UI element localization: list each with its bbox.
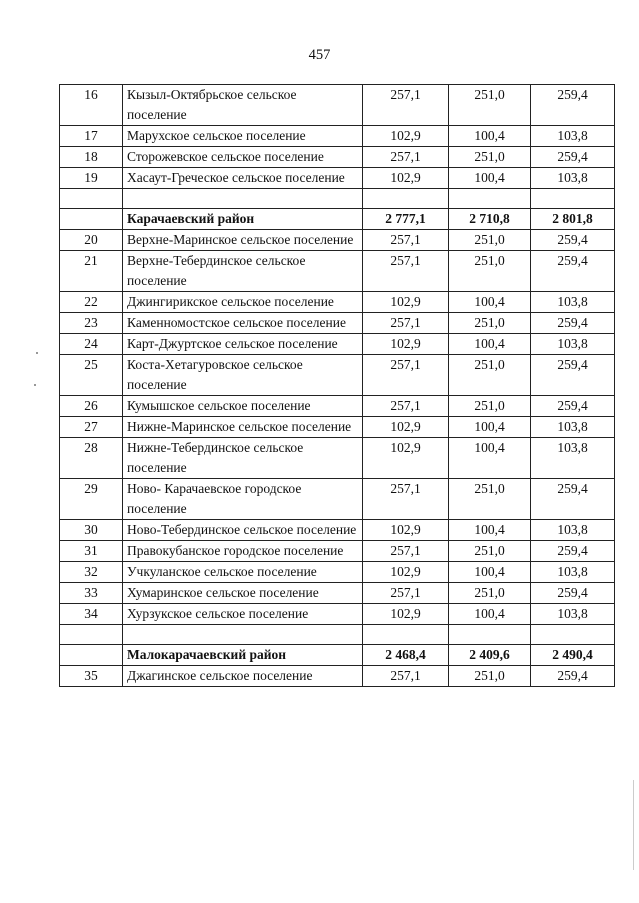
value-cell: 257,1 <box>363 355 449 396</box>
table-row <box>60 85 615 126</box>
value-cell: 251,0 <box>449 541 531 562</box>
value-cell: 251,0 <box>449 355 531 396</box>
table-row <box>60 168 615 189</box>
settlement-name: Коста-Хетагуровское сельское поселение <box>123 355 363 396</box>
value-cell: 102,9 <box>363 292 449 313</box>
row-number: 32 <box>60 562 123 583</box>
value-cell: 259,4 <box>531 147 615 168</box>
empty-cell <box>60 189 123 209</box>
value-cell: 103,8 <box>531 126 615 147</box>
settlement-name: Правокубанское городское поселение <box>123 541 363 562</box>
table-row <box>60 562 615 583</box>
value-cell: 251,0 <box>449 583 531 604</box>
value-cell: 2 490,4 <box>531 645 615 666</box>
settlement-name: Кумышское сельское поселение <box>123 396 363 417</box>
row-number: 26 <box>60 396 123 417</box>
row-number: 21 <box>60 251 123 292</box>
settlement-name: Малокарачаевский район <box>123 645 363 666</box>
value-cell: 100,4 <box>449 604 531 625</box>
row-number: 31 <box>60 541 123 562</box>
value-cell: 103,8 <box>531 438 615 479</box>
settlement-name: Джагинское сельское поселение <box>123 666 363 687</box>
value-cell: 257,1 <box>363 313 449 334</box>
row-number: 25 <box>60 355 123 396</box>
value-cell: 102,9 <box>363 438 449 479</box>
row-number: 30 <box>60 520 123 541</box>
value-cell: 103,8 <box>531 562 615 583</box>
scan-mark <box>633 780 634 870</box>
value-cell: 259,4 <box>531 85 615 126</box>
value-cell: 257,1 <box>363 583 449 604</box>
value-cell: 257,1 <box>363 396 449 417</box>
value-cell: 100,4 <box>449 520 531 541</box>
settlement-name: Верхне-Тебердинское сельское поселение <box>123 251 363 292</box>
value-cell: 257,1 <box>363 230 449 251</box>
table-row <box>60 230 615 251</box>
empty-cell <box>449 189 531 209</box>
district-row <box>60 209 615 230</box>
settlement-name: Хумаринское сельское поселение <box>123 583 363 604</box>
table-row <box>60 334 615 355</box>
value-cell: 259,4 <box>531 251 615 292</box>
value-cell: 259,4 <box>531 479 615 520</box>
table-row <box>60 355 615 396</box>
value-cell: 100,4 <box>449 126 531 147</box>
district-row <box>60 645 615 666</box>
row-number: 34 <box>60 604 123 625</box>
row-number: 28 <box>60 438 123 479</box>
table-row <box>60 126 615 147</box>
value-cell: 100,4 <box>449 334 531 355</box>
empty-cell <box>449 625 531 645</box>
empty-cell <box>531 625 615 645</box>
page-number: 457 <box>308 47 331 63</box>
scan-mark <box>34 384 36 386</box>
value-cell: 251,0 <box>449 666 531 687</box>
value-cell: 103,8 <box>531 604 615 625</box>
row-number: 23 <box>60 313 123 334</box>
table-row <box>60 251 615 292</box>
value-cell: 257,1 <box>363 251 449 292</box>
table-row <box>60 666 615 687</box>
value-cell: 259,4 <box>531 230 615 251</box>
value-cell: 251,0 <box>449 396 531 417</box>
row-number: 19 <box>60 168 123 189</box>
value-cell: 100,4 <box>449 438 531 479</box>
value-cell: 251,0 <box>449 85 531 126</box>
row-number <box>60 645 123 666</box>
value-cell: 100,4 <box>449 292 531 313</box>
empty-cell <box>363 189 449 209</box>
value-cell: 259,4 <box>531 666 615 687</box>
empty-cell <box>60 625 123 645</box>
settlement-name: Ново- Карачаевское городское поселение <box>123 479 363 520</box>
value-cell: 102,9 <box>363 126 449 147</box>
row-number: 22 <box>60 292 123 313</box>
value-cell: 103,8 <box>531 520 615 541</box>
table-body <box>60 85 615 687</box>
settlement-name: Джингирикское сельское поселение <box>123 292 363 313</box>
table-row <box>60 541 615 562</box>
table-row <box>60 479 615 520</box>
row-number <box>60 209 123 230</box>
settlement-name: Ново-Тебердинское сельское поселение <box>123 520 363 541</box>
value-cell: 102,9 <box>363 562 449 583</box>
value-cell: 259,4 <box>531 355 615 396</box>
row-number: 33 <box>60 583 123 604</box>
value-cell: 259,4 <box>531 583 615 604</box>
value-cell: 257,1 <box>363 479 449 520</box>
row-number: 18 <box>60 147 123 168</box>
value-cell: 102,9 <box>363 168 449 189</box>
row-number: 35 <box>60 666 123 687</box>
row-number: 24 <box>60 334 123 355</box>
table-row <box>60 520 615 541</box>
value-cell: 2 710,8 <box>449 209 531 230</box>
settlement-name: Верхне-Маринское сельское поселение <box>123 230 363 251</box>
table-row <box>60 396 615 417</box>
value-cell: 2 468,4 <box>363 645 449 666</box>
value-cell: 103,8 <box>531 292 615 313</box>
value-cell: 259,4 <box>531 396 615 417</box>
settlement-name: Карт-Джуртское сельское поселение <box>123 334 363 355</box>
table-row <box>60 147 615 168</box>
value-cell: 251,0 <box>449 251 531 292</box>
value-cell: 100,4 <box>449 562 531 583</box>
empty-cell <box>531 189 615 209</box>
spacer-row <box>60 625 615 645</box>
value-cell: 103,8 <box>531 334 615 355</box>
row-number: 20 <box>60 230 123 251</box>
budget-table <box>59 84 615 687</box>
row-number: 17 <box>60 126 123 147</box>
value-cell: 2 777,1 <box>363 209 449 230</box>
table-row <box>60 292 615 313</box>
value-cell: 257,1 <box>363 85 449 126</box>
value-cell: 103,8 <box>531 417 615 438</box>
settlement-name: Кызыл-Октябрьское сельское поселение <box>123 85 363 126</box>
value-cell: 100,4 <box>449 417 531 438</box>
value-cell: 251,0 <box>449 147 531 168</box>
value-cell: 251,0 <box>449 230 531 251</box>
settlement-name: Хурзукское сельское поселение <box>123 604 363 625</box>
table-row <box>60 417 615 438</box>
empty-cell <box>123 625 363 645</box>
value-cell: 2 409,6 <box>449 645 531 666</box>
settlement-name: Нижне-Тебердинское сельское поселение <box>123 438 363 479</box>
settlement-name: Каменномостское сельское поселение <box>123 313 363 334</box>
value-cell: 257,1 <box>363 147 449 168</box>
value-cell: 251,0 <box>449 479 531 520</box>
table-row <box>60 604 615 625</box>
row-number: 27 <box>60 417 123 438</box>
scan-mark <box>36 352 38 354</box>
settlement-name: Марухское сельское поселение <box>123 126 363 147</box>
row-number: 16 <box>60 85 123 126</box>
value-cell: 251,0 <box>449 313 531 334</box>
row-number: 29 <box>60 479 123 520</box>
value-cell: 102,9 <box>363 604 449 625</box>
value-cell: 102,9 <box>363 334 449 355</box>
table-row <box>60 313 615 334</box>
value-cell: 102,9 <box>363 417 449 438</box>
spacer-row <box>60 189 615 209</box>
empty-cell <box>363 625 449 645</box>
value-cell: 257,1 <box>363 666 449 687</box>
settlement-name: Карачаевский район <box>123 209 363 230</box>
settlement-name: Нижне-Маринское сельское поселение <box>123 417 363 438</box>
table-row <box>60 438 615 479</box>
value-cell: 259,4 <box>531 313 615 334</box>
value-cell: 103,8 <box>531 168 615 189</box>
value-cell: 2 801,8 <box>531 209 615 230</box>
table-row <box>60 583 615 604</box>
value-cell: 102,9 <box>363 520 449 541</box>
value-cell: 259,4 <box>531 541 615 562</box>
empty-cell <box>123 189 363 209</box>
settlement-name: Сторожевское сельское поселение <box>123 147 363 168</box>
value-cell: 257,1 <box>363 541 449 562</box>
settlement-name: Хасаут-Греческое сельское поселение <box>123 168 363 189</box>
settlement-name: Учкуланское сельское поселение <box>123 562 363 583</box>
value-cell: 100,4 <box>449 168 531 189</box>
